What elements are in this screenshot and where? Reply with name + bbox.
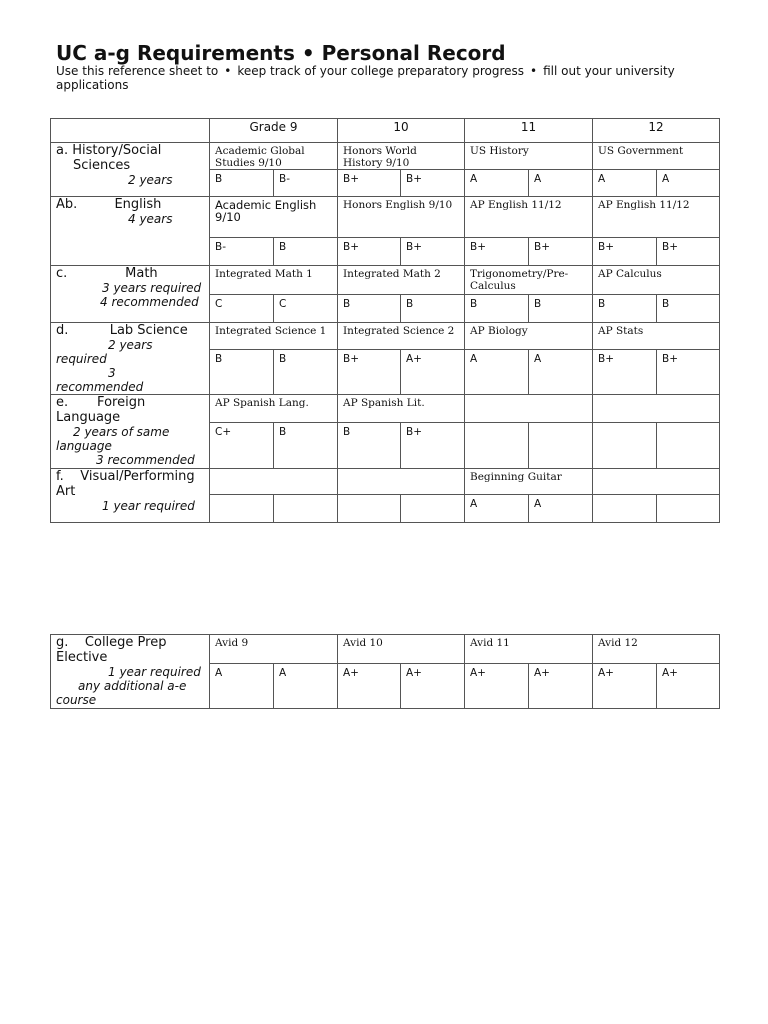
grade-cell [274, 495, 338, 523]
course-cell [465, 395, 593, 423]
grade-cell [465, 423, 529, 469]
category-label: Ab. English [56, 197, 162, 212]
grade-cell: B [210, 350, 274, 395]
grade-cell: A+ [401, 664, 465, 709]
grade-cell [593, 423, 657, 469]
grade-cell: C [210, 295, 274, 323]
grade-cell [338, 495, 401, 523]
course-cell [210, 469, 338, 495]
course-cell: AP Spanish Lang. [210, 395, 338, 423]
grade-cell: A [465, 170, 529, 197]
category-math [51, 266, 210, 323]
grade-cell: B [338, 295, 401, 323]
category-label: d. Lab Science [56, 323, 188, 338]
grade-cell: B+ [465, 238, 529, 266]
grade-cell: A [529, 495, 593, 523]
course-cell: Beginning Guitar [465, 469, 593, 495]
grade-cell: A [657, 170, 720, 197]
course-cell: Honors English 9/10 [338, 197, 465, 238]
grade-cell: A+ [338, 664, 401, 709]
category-label: Sciences [73, 158, 131, 173]
grade-11-header: 11 [465, 119, 593, 143]
table-row [51, 266, 720, 295]
course-cell: Academic English 9/10 [210, 197, 338, 238]
requirement-text: 3 recommended [96, 453, 195, 467]
course-cell: AP Spanish Lit. [338, 395, 465, 423]
requirement-text: 2 years of same [73, 425, 170, 439]
category-lab-science [51, 323, 210, 395]
table-row [51, 323, 720, 350]
course-cell: AP English 11/12 [465, 197, 593, 238]
course-cell: US History [465, 143, 593, 170]
grade-cell: A [465, 495, 529, 523]
grade-cell: B+ [657, 350, 720, 395]
category-foreign-language [51, 395, 210, 469]
grade-cell: B+ [401, 238, 465, 266]
requirement-text: 4 years [128, 212, 173, 226]
grade-cell [657, 423, 720, 469]
grade-cell: B [274, 423, 338, 469]
requirement-text: course [56, 693, 97, 707]
grade-cell: B [529, 295, 593, 323]
grade-cell: A [529, 170, 593, 197]
course-cell: AP Calculus [593, 266, 720, 295]
requirement-text: language [56, 439, 112, 453]
grade-cell: B [274, 350, 338, 395]
course-cell: AP Stats [593, 323, 720, 350]
course-cell: AP English 11/12 [593, 197, 720, 238]
grade-cell: C+ [210, 423, 274, 469]
requirement-text: 2 years [128, 173, 173, 187]
grade-cell [657, 495, 720, 523]
grade-cell: B+ [529, 238, 593, 266]
course-cell: Avid 11 [465, 635, 593, 664]
requirement-text: recommended [56, 380, 144, 394]
requirement-text: 1 year required [108, 665, 201, 679]
category-label: a. History/Social [56, 143, 162, 158]
grade-cell [401, 495, 465, 523]
requirement-text: 3 years required [102, 281, 202, 295]
category-label: f. Visual/Performing [56, 469, 195, 484]
bullet-separator: • [224, 64, 232, 78]
course-cell: Honors World History 9/10 [338, 143, 465, 170]
grade-9-header: Grade 9 [210, 119, 338, 143]
category-label: Art [56, 484, 76, 499]
category-label: Language [56, 410, 121, 425]
grade-10-header: 10 [338, 119, 465, 143]
category-visual-performing-art [51, 469, 210, 523]
grade-cell: B+ [401, 423, 465, 469]
grade-cell: A [274, 664, 338, 709]
grade-cell: B+ [401, 170, 465, 197]
course-cell: Integrated Science 1 [210, 323, 338, 350]
grade-cell: A+ [593, 664, 657, 709]
requirement-text: 3 [108, 366, 116, 380]
elective-table [50, 634, 720, 709]
course-cell: Avid 12 [593, 635, 720, 664]
category-label: Elective [56, 650, 108, 665]
grade-cell: B+ [338, 350, 401, 395]
course-cell: Integrated Math 1 [210, 266, 338, 295]
course-cell: US Government [593, 143, 720, 170]
category-label: c. Math [56, 266, 158, 281]
subtitle-item-progress: keep track of your college preparatory progress [237, 64, 525, 78]
bullet-separator: • [530, 64, 538, 78]
grade-12-header: 12 [593, 119, 720, 143]
grade-cell: B [338, 423, 401, 469]
category-label: e. Foreign [56, 395, 146, 410]
grade-header-row [51, 119, 720, 143]
table-row [51, 635, 720, 664]
grade-cell [210, 495, 274, 523]
grade-cell: A+ [465, 664, 529, 709]
course-cell [338, 469, 465, 495]
grade-cell: A+ [401, 350, 465, 395]
page-subtitle [56, 65, 696, 92]
course-cell: Trigonometry/Pre-Calculus [465, 266, 593, 295]
course-cell: Academic Global Studies 9/10 [210, 143, 338, 170]
grade-cell: B- [274, 170, 338, 197]
course-cell [593, 469, 720, 495]
table-row [51, 197, 720, 238]
grade-cell: A [210, 664, 274, 709]
grade-cell: B [210, 170, 274, 197]
table-row [51, 395, 720, 423]
grade-cell: B [465, 295, 529, 323]
grade-cell: B [401, 295, 465, 323]
course-cell [593, 395, 720, 423]
requirement-text: 4 recommended [100, 295, 199, 309]
grade-cell: B [593, 295, 657, 323]
requirement-text: 2 years [108, 338, 153, 352]
table-row [51, 469, 720, 495]
grade-cell: C [274, 295, 338, 323]
course-cell: AP Biology [465, 323, 593, 350]
grade-cell [593, 495, 657, 523]
course-cell: Avid 10 [338, 635, 465, 664]
grade-cell: B+ [338, 170, 401, 197]
grade-cell [529, 423, 593, 469]
grade-cell: A [465, 350, 529, 395]
requirement-text: 1 year required [102, 499, 195, 513]
grade-cell: A [593, 170, 657, 197]
subtitle-item-applications: fill out your university applications [56, 64, 675, 92]
grade-cell: B [274, 238, 338, 266]
requirement-text: required [56, 352, 107, 366]
grade-cell: A+ [657, 664, 720, 709]
grade-cell: B+ [593, 350, 657, 395]
page-title: UC a-g Requirements • Personal Record [56, 41, 506, 65]
grade-cell: B+ [593, 238, 657, 266]
requirement-text: any additional a-e [78, 679, 187, 693]
course-cell: Avid 9 [210, 635, 338, 664]
course-cell: Integrated Science 2 [338, 323, 465, 350]
grade-cell: A+ [529, 664, 593, 709]
grade-cell: B+ [338, 238, 401, 266]
table-row [51, 143, 720, 170]
grade-cell: B [657, 295, 720, 323]
grade-cell: B- [210, 238, 274, 266]
course-cell: Integrated Math 2 [338, 266, 465, 295]
category-college-prep-elective [51, 635, 210, 709]
category-history [51, 143, 210, 197]
category-label: g. College Prep [56, 635, 167, 650]
grade-cell: A [529, 350, 593, 395]
subtitle-lead: Use this reference sheet to [56, 64, 219, 78]
header-empty-cell [51, 119, 210, 143]
grade-cell: B+ [657, 238, 720, 266]
requirements-table [50, 118, 720, 523]
category-english [51, 197, 210, 266]
